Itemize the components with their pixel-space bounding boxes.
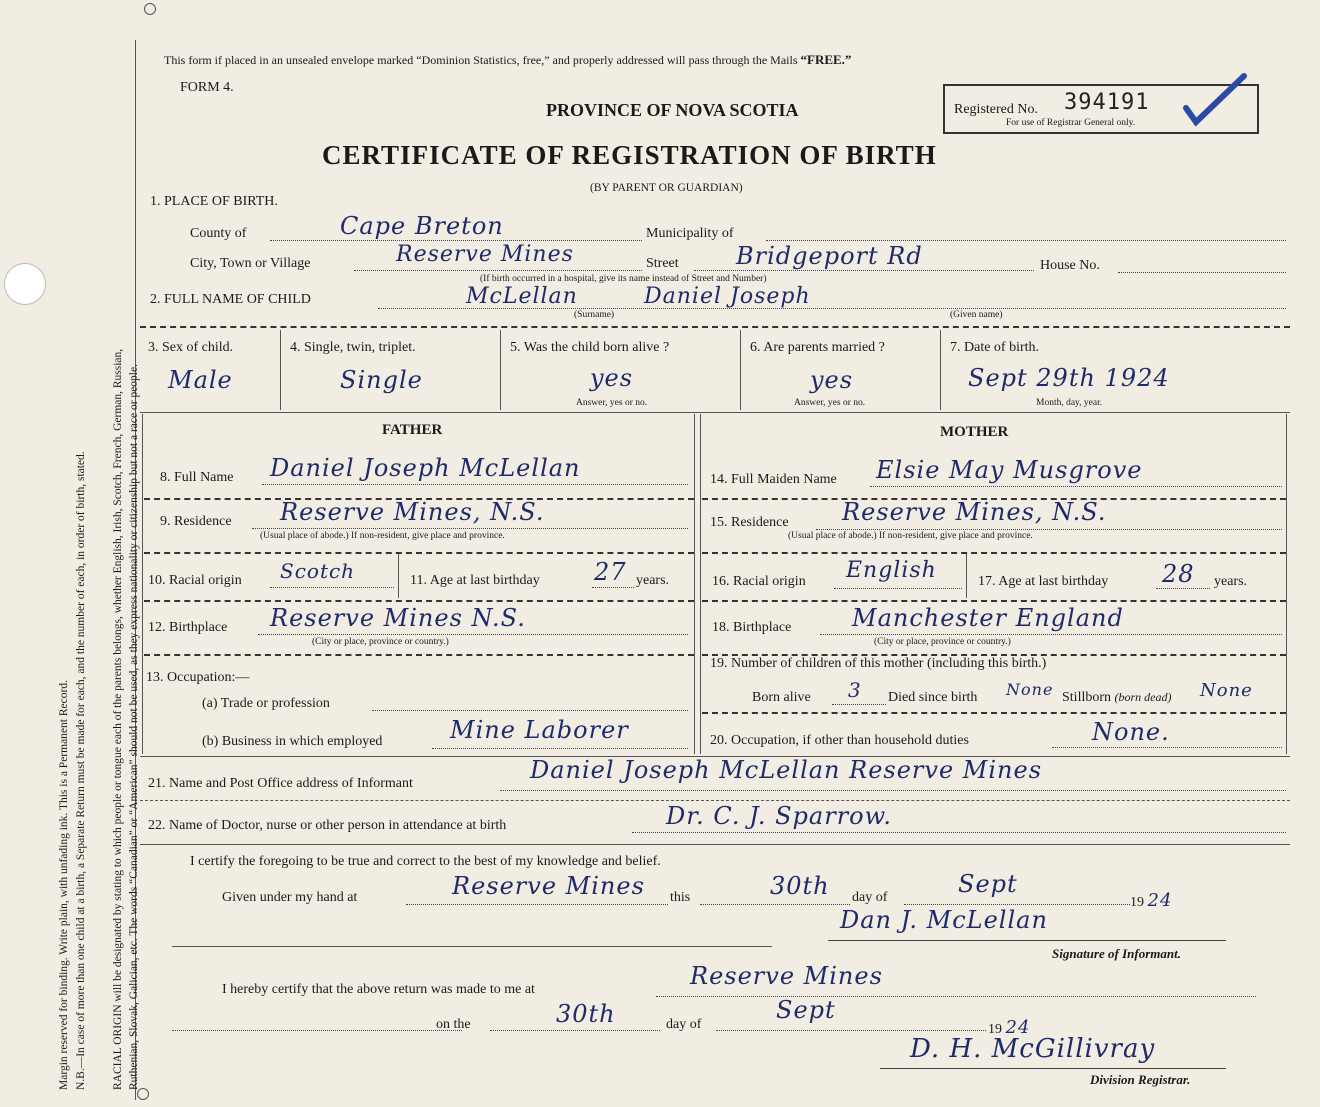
father-city-note: (City or place, province or country.) <box>312 637 449 647</box>
street-label: Street <box>646 256 679 271</box>
mother-age-value: 28 <box>1162 560 1195 588</box>
mother-age-line <box>1156 588 1210 589</box>
mother-city-note: (City or place, province or country.) <box>874 637 1011 647</box>
street-line <box>694 270 1034 271</box>
row-divider-5 <box>740 330 741 410</box>
father-years-label: years. <box>636 573 670 588</box>
registered-note: For use of Registrar General only. <box>1006 118 1136 128</box>
mother-birthplace-line <box>820 634 1282 635</box>
county-line <box>270 240 642 241</box>
dob-caption: Month, day, year. <box>1036 398 1103 408</box>
married-value: yes <box>810 366 854 394</box>
street-value: Bridgeport Rd <box>736 242 923 270</box>
trade-label: (a) Trade or profession <box>202 696 330 711</box>
year-19-prefix-2: 19 <box>988 1022 1002 1037</box>
mother-heading: MOTHER <box>940 424 1009 440</box>
mother-panel-right <box>1286 414 1287 754</box>
city-value: Reserve Mines <box>396 242 574 267</box>
father-racial-divider <box>398 554 399 598</box>
stillborn-value: None <box>1200 680 1253 701</box>
father-heading: FATHER <box>382 422 443 438</box>
father-age-value: 27 <box>594 558 627 586</box>
mother-racial-value: English <box>846 558 937 583</box>
mail-notice <box>164 52 851 68</box>
father-age-line <box>592 587 634 588</box>
mother-rule-2 <box>702 552 1286 554</box>
mother-birthplace-label: 18. Birthplace <box>712 620 792 635</box>
certify-text: I certify the foregoing to be true and correct to the best of my knowledge and belief. <box>190 854 661 869</box>
married-caption: Answer, yes or no. <box>794 398 866 408</box>
given-day-value: 30th <box>770 872 830 900</box>
check-mark <box>1180 70 1250 130</box>
father-residence-label: 9. Residence <box>160 514 232 529</box>
father-birthplace-value: Reserve Mines N.S. <box>270 604 526 632</box>
mother-occupation-label: 20. Occupation, if other than household duties <box>710 733 969 748</box>
father-residence-line <box>252 528 688 529</box>
mother-racial-line <box>834 588 962 589</box>
row-divider-6 <box>940 330 941 410</box>
mother-years-label: years. <box>1214 574 1248 589</box>
dob-label: 7. Date of birth. <box>950 340 1040 355</box>
year-19-label <box>1130 890 1172 911</box>
city-label: City, Town or Village <box>190 256 311 271</box>
father-usual-note: (Usual place of abode.) If non-resident, give place and province. <box>260 531 505 541</box>
occupation-label: 13. Occupation:— <box>146 670 250 685</box>
row-divider-4 <box>500 330 501 410</box>
sex-value: Male <box>168 366 233 394</box>
reg-year-value: 24 <box>1005 1017 1031 1038</box>
sex-label: 3. Sex of child. <box>148 340 234 355</box>
margin-text-racial: RACIAL ORIGIN will be designated by stating to which people or tongue each of the parents belongs, whether English, Irish, Scotch, French, German, Russian, <box>112 348 124 1090</box>
binding-hole <box>4 263 46 305</box>
father-racial-line <box>270 587 394 588</box>
reg-at-line <box>656 996 1256 997</box>
given-at-line <box>406 904 668 905</box>
on-the-label: on the <box>436 1017 471 1032</box>
reg-lead-line <box>172 1030 462 1031</box>
signature-informant-caption: Signature of Informant. <box>1052 946 1181 961</box>
reg-at-value: Reserve Mines <box>690 962 883 990</box>
died-since-value: None <box>1006 680 1054 699</box>
hereby-label: I hereby certify that the above return was made to me at <box>222 982 535 997</box>
children-label: 19. Number of children of this mother (including this birth.) <box>710 656 1047 671</box>
stillborn-text: Stillborn <box>1062 690 1112 705</box>
document-subtitle: (BY PARENT OR GUARDIAN) <box>590 182 743 194</box>
born-alive-count-value: 3 <box>848 678 862 702</box>
father-panel-left <box>142 414 143 754</box>
form-number: FORM 4. <box>180 80 234 95</box>
row-divider-top <box>140 326 1290 328</box>
child-given-value: Daniel Joseph <box>644 284 811 309</box>
day-of-label-2: day of <box>666 1017 702 1032</box>
city-line <box>354 270 642 271</box>
given-year-value: 24 <box>1147 890 1173 911</box>
mother-racial-divider <box>966 554 967 598</box>
father-birthplace-label: 12. Birthplace <box>148 620 228 635</box>
mother-rule-3 <box>702 600 1286 602</box>
mother-usual-note: (Usual place of abode.) If non-resident, give place and province. <box>788 531 1033 541</box>
row-divider-3 <box>280 330 281 410</box>
father-panel-right <box>694 414 695 754</box>
father-age-label: 11. Age at last birthday <box>410 573 540 588</box>
full-name-child-label: 2. FULL NAME OF CHILD <box>150 292 311 307</box>
registered-label: Registered No. <box>954 102 1038 117</box>
died-since-label: Died since birth <box>888 690 978 705</box>
dob-value: Sept 29th 1924 <box>968 364 1170 392</box>
informant-line <box>500 790 1286 791</box>
certify-top-rule <box>140 844 1290 845</box>
married-label: 6. Are parents married ? <box>750 340 885 355</box>
doctor-label: 22. Name of Doctor, nurse or other person in attendance at birth <box>148 818 507 833</box>
registered-number: 394191 <box>1064 90 1150 115</box>
province-heading: PROVINCE OF NOVA SCOTIA <box>546 100 799 120</box>
informant-bottom-rule <box>140 800 1290 801</box>
given-month-line <box>904 904 1130 905</box>
municipality-label: Municipality of <box>646 226 734 241</box>
father-racial-label: 10. Racial origin <box>148 573 242 588</box>
single-label: 4. Single, twin, triplet. <box>290 340 416 355</box>
father-name-value: Daniel Joseph McLellan <box>270 454 581 482</box>
mother-name-label: 14. Full Maiden Name <box>710 472 837 487</box>
father-rule-2 <box>144 552 694 554</box>
registrar-rule <box>172 946 772 947</box>
given-under-label: Given under my hand at <box>222 890 358 905</box>
county-value: Cape Breton <box>340 212 504 240</box>
mother-occupation-line <box>1052 747 1282 748</box>
day-of-label: day of <box>852 890 888 905</box>
house-line <box>1118 272 1286 273</box>
single-value: Single <box>340 366 423 394</box>
informant-value: Daniel Joseph McLellan Reserve Mines <box>530 756 1043 784</box>
born-alive-caption: Answer, yes or no. <box>576 398 648 408</box>
division-registrar-caption: Division Registrar. <box>1090 1072 1191 1087</box>
trade-line <box>372 710 688 711</box>
father-name-label: 8. Full Name <box>160 470 234 485</box>
doctor-line <box>632 832 1286 833</box>
mother-panel-left <box>700 414 701 754</box>
mother-occupation-value: None. <box>1092 718 1170 746</box>
county-label: County of <box>190 226 247 241</box>
registrar-signature-line <box>880 1068 1226 1069</box>
given-month-value: Sept <box>958 870 1018 898</box>
mother-rule-5 <box>702 712 1286 714</box>
given-day-line <box>700 904 850 905</box>
mail-notice-free: “FREE.” <box>800 52 852 67</box>
binding-hole-top <box>144 3 156 15</box>
this-label: this <box>670 890 691 905</box>
child-surname-value: McLellan <box>466 284 578 309</box>
born-alive-count-line <box>832 704 886 705</box>
mail-notice-text: This form if placed in an unsealed envelope marked “Dominion Statistics, free,” and properly addressed will pass through the Mails <box>164 53 798 67</box>
doctor-value: Dr. C. J. Sparrow. <box>666 802 892 830</box>
reg-month-line <box>716 1030 986 1031</box>
informant-signature: Dan J. McLellan <box>840 906 1048 934</box>
mother-name-value: Elsie May Musgrove <box>876 456 1143 484</box>
informant-label: 21. Name and Post Office address of Informant <box>148 776 413 791</box>
mother-residence-label: 15. Residence <box>710 515 789 530</box>
surname-caption: (Surname) <box>574 310 615 320</box>
reg-day-line <box>490 1030 660 1031</box>
stillborn-label <box>1062 690 1172 706</box>
business-line <box>432 748 688 749</box>
father-birthplace-line <box>258 634 688 635</box>
margin-text-nb: N.B.—In case of more than one child at a birth, a Separate Return must be made for each, and the number of each, in order of birth, stated. <box>75 451 87 1090</box>
parents-top-rule <box>140 412 1290 413</box>
place-of-birth-label: 1. PLACE OF BIRTH. <box>150 194 278 209</box>
municipality-line <box>766 240 1286 241</box>
given-at-value: Reserve Mines <box>452 872 645 900</box>
business-value: Mine Laborer <box>450 716 629 744</box>
mother-age-label: 17. Age at last birthday <box>978 574 1109 589</box>
margin-text-binding: Margin reserved for binding. Write plain, with unfading ink. This is a Permanent Record. <box>58 680 70 1090</box>
margin-text-racial-2: Ruthenian, Slovak, Galician, etc. The words “Canadian” or “American” should not be used, as they express nationality or citizenship but not a race or people. <box>128 364 140 1090</box>
reg-month-value: Sept <box>776 996 836 1024</box>
house-label: House No. <box>1040 258 1100 273</box>
father-name-line <box>262 484 688 485</box>
document-title: CERTIFICATE OF REGISTRATION OF BIRTH <box>322 140 937 170</box>
reg-day-value: 30th <box>556 1000 616 1028</box>
mother-residence-line <box>816 529 1282 530</box>
father-racial-value: Scotch <box>280 559 356 583</box>
mother-birthplace-value: Manchester England <box>852 604 1124 632</box>
father-rule-3 <box>144 600 694 602</box>
registrar-signature: D. H. McGillivray <box>910 1034 1156 1064</box>
year-19-prefix: 19 <box>1130 895 1144 910</box>
hospital-note: (If birth occurred in a hospital, give its name instead of Street and Number) <box>480 274 767 284</box>
mother-residence-value: Reserve Mines, N.S. <box>842 498 1107 526</box>
born-alive-label: 5. Was the child born alive ? <box>510 340 670 355</box>
born-alive-count-label: Born alive <box>752 690 811 705</box>
born-alive-value: yes <box>590 364 634 392</box>
father-residence-value: Reserve Mines, N.S. <box>280 498 545 526</box>
given-caption: (Given name) <box>950 310 1003 320</box>
mother-name-line <box>870 486 1282 487</box>
mother-racial-label: 16. Racial origin <box>712 574 806 589</box>
father-rule-4 <box>144 654 694 656</box>
born-dead-text: (born dead) <box>1114 690 1172 704</box>
informant-signature-line <box>828 940 1226 941</box>
business-label: (b) Business in which employed <box>202 734 383 749</box>
